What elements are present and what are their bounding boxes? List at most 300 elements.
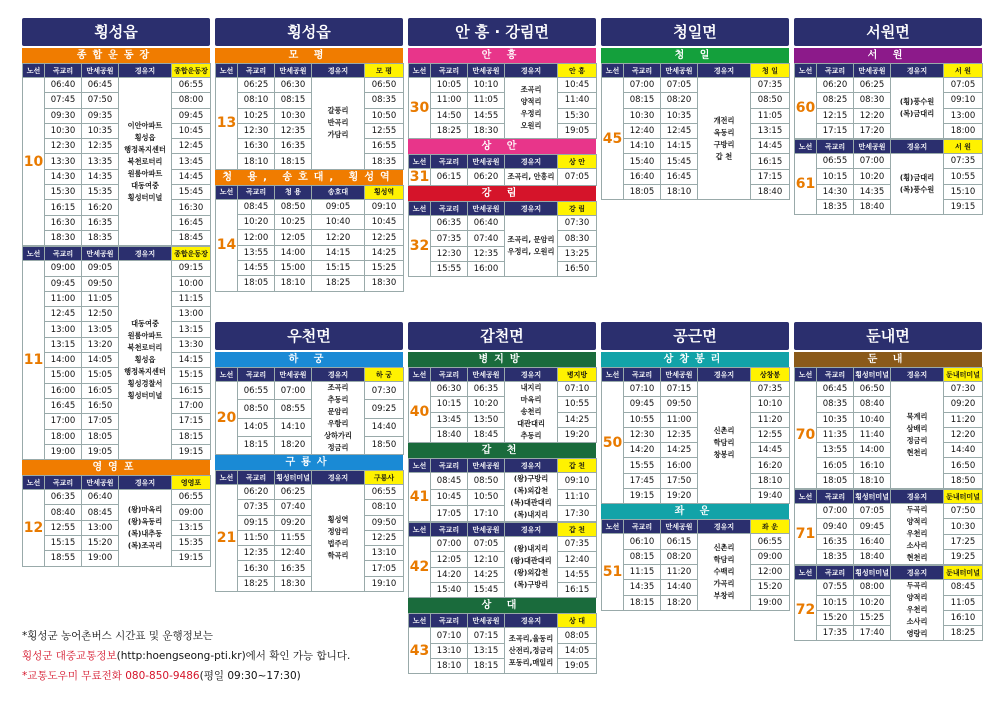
time-cell: 10:35 — [661, 108, 698, 123]
header-row — [409, 64, 597, 78]
column-header: 경유지 — [891, 140, 944, 154]
time-cell: 19:00 — [82, 551, 119, 566]
time-cell: 08:45 — [82, 505, 119, 520]
time-cell: 07:55 — [817, 580, 854, 595]
time-cell: 08:50 — [238, 400, 275, 418]
column-header: 노선 — [602, 64, 624, 78]
time-cell: 06:40 — [82, 490, 119, 505]
via-stops: (왕)마옥리 (왕)옥동리 (복)내추동 (복)조곡리 — [119, 490, 172, 566]
column-header: 곡교리 — [238, 64, 275, 78]
via-stops: 조곡리 양적리 우정리 오원리 — [505, 78, 558, 139]
section-banner: 병지방 — [408, 352, 596, 367]
column-header: 경유지 — [312, 64, 365, 78]
time-cell: 12:55 — [45, 520, 82, 535]
time-cell: 06:30 — [275, 78, 312, 93]
column-header: 만세공원 — [661, 368, 698, 382]
column-header: 곡교리 — [431, 64, 468, 78]
table-row — [795, 154, 983, 169]
region-block — [794, 322, 982, 641]
time-cell: 15:25 — [365, 260, 404, 275]
timetable — [215, 470, 404, 592]
table-row — [409, 583, 597, 598]
route-section — [215, 352, 403, 455]
time-cell: 12:25 — [365, 230, 404, 245]
time-cell: 18:15 — [468, 658, 505, 673]
time-cell: 06:45 — [82, 78, 119, 93]
time-cell: 17:00 — [172, 398, 211, 413]
table-row — [23, 139, 211, 154]
time-cell: 13:45 — [431, 412, 468, 427]
column-header: 경유지 — [505, 155, 558, 169]
table-row — [409, 108, 597, 123]
table-row — [23, 169, 211, 184]
time-cell: 09:20 — [275, 515, 312, 530]
column-header: 만세공원 — [468, 155, 505, 169]
column-header: 상창봉 — [751, 368, 790, 382]
time-cell: 15:45 — [468, 583, 505, 598]
table-row — [602, 443, 790, 458]
time-cell: 06:55 — [238, 382, 275, 400]
time-cell: 18:25 — [944, 626, 983, 641]
time-cell: 15:30 — [558, 108, 597, 123]
time-cell: 07:05 — [558, 169, 597, 186]
column-header: 경유지 — [505, 368, 558, 382]
time-cell: 09:45 — [172, 108, 211, 123]
column-header: 경유지 — [891, 64, 944, 78]
column-header: 하 궁 — [365, 368, 404, 382]
time-cell: 16:55 — [365, 139, 404, 154]
column-header: 노선 — [409, 64, 431, 78]
column-header: 곡교리 — [817, 566, 854, 580]
time-cell: 16:10 — [944, 610, 983, 625]
time-cell: 08:45 — [238, 199, 275, 214]
time-cell: 11:05 — [751, 108, 790, 123]
time-cell: 10:50 — [468, 489, 505, 505]
time-cell: 06:55 — [365, 485, 404, 500]
time-cell: 09:10 — [365, 199, 404, 214]
timetable — [408, 613, 597, 674]
column-header: 만세공원 — [854, 140, 891, 154]
time-cell: 07:30 — [944, 382, 983, 397]
time-cell: 14:35 — [854, 184, 891, 199]
table-row — [23, 536, 211, 551]
column-header: 청 일 — [751, 64, 790, 78]
column-header: 둔내터미널 — [944, 566, 983, 580]
table-row — [795, 169, 983, 184]
table-row — [602, 489, 790, 504]
table-row — [409, 382, 597, 397]
time-cell: 18:10 — [854, 473, 891, 488]
via-stops: (횡)풍수원 (복)금대리 — [891, 78, 944, 139]
route-number: 51 — [602, 534, 624, 610]
time-cell: 16:00 — [661, 458, 698, 473]
time-cell: 07:05 — [944, 78, 983, 93]
table-row — [409, 643, 597, 658]
route-number: 45 — [602, 78, 624, 200]
via-stops: 이안아파트 횡성읍 행정복지센터 북천로터리 원룸아파트 대동여중 횡성터미널 — [119, 78, 172, 246]
time-cell: 11:05 — [82, 291, 119, 306]
time-cell: 09:50 — [365, 515, 404, 530]
time-cell: 08:00 — [854, 580, 891, 595]
header-row — [23, 476, 211, 490]
table-row — [23, 291, 211, 306]
table-row — [23, 200, 211, 215]
time-cell: 07:05 — [661, 78, 698, 93]
table-row — [795, 184, 983, 199]
table-row — [795, 626, 983, 641]
time-cell: 16:35 — [275, 139, 312, 154]
column-header: 종합운동장 — [172, 64, 211, 78]
table-row — [216, 418, 404, 436]
time-cell: 15:00 — [45, 368, 82, 383]
column-header: 노선 — [795, 140, 817, 154]
table-row — [23, 307, 211, 322]
time-cell: 07:50 — [944, 504, 983, 519]
time-cell: 12:20 — [854, 108, 891, 123]
time-cell: 18:35 — [82, 230, 119, 245]
table-row — [602, 382, 790, 397]
timetable — [794, 565, 983, 641]
route-section — [794, 565, 982, 641]
time-cell: 10:25 — [275, 215, 312, 230]
route-number: 32 — [409, 216, 431, 277]
column-header: 모 평 — [365, 64, 404, 78]
route-section — [794, 352, 982, 489]
time-cell: 17:15 — [751, 169, 790, 184]
table-row — [409, 169, 597, 186]
time-cell: 15:55 — [431, 262, 468, 277]
column-header: 곡교리 — [817, 490, 854, 504]
time-cell: 06:15 — [431, 169, 468, 186]
table-row — [23, 93, 211, 108]
time-cell: 18:55 — [45, 551, 82, 566]
hotline-text[interactable]: 교통도우미 무료전화 080-850-9486 — [27, 670, 200, 682]
time-cell: 15:20 — [751, 580, 790, 595]
time-cell: 11:35 — [817, 427, 854, 442]
column-header: 노선 — [409, 368, 431, 382]
route-section — [601, 48, 789, 200]
table-row — [795, 549, 983, 564]
time-cell: 18:40 — [431, 427, 468, 442]
table-row — [602, 549, 790, 564]
column-header: 노선 — [409, 459, 431, 473]
time-cell: 18:30 — [468, 123, 505, 138]
via-stops: 두곡리 양적리 우천리 소사리 현천리 — [891, 504, 944, 565]
time-cell: 10:05 — [431, 78, 468, 93]
time-cell: 16:45 — [45, 398, 82, 413]
table-row — [795, 93, 983, 108]
route-number: 43 — [409, 628, 431, 674]
region-title: 횡성읍 — [22, 18, 210, 46]
table-row — [795, 519, 983, 534]
timetable — [408, 154, 597, 186]
column-header: 곡교리 — [431, 459, 468, 473]
column-header: 횡성터미널 — [275, 471, 312, 485]
timetable — [22, 63, 211, 246]
time-cell: 19:00 — [751, 595, 790, 610]
timetable — [408, 201, 597, 277]
time-cell: 14:00 — [275, 245, 312, 260]
time-cell: 14:25 — [558, 412, 597, 427]
time-cell: 10:10 — [468, 78, 505, 93]
route-section — [22, 48, 210, 246]
column-header: 경유지 — [505, 64, 558, 78]
time-cell: 06:20 — [238, 485, 275, 500]
time-cell: 07:40 — [275, 500, 312, 515]
table-row — [409, 412, 597, 427]
route-number: 13 — [216, 78, 238, 170]
table-row — [602, 473, 790, 488]
time-cell: 17:50 — [661, 473, 698, 488]
header-row — [409, 155, 597, 169]
time-cell: 17:05 — [365, 561, 404, 576]
time-cell: 17:15 — [172, 414, 211, 429]
time-cell: 07:35 — [944, 154, 983, 169]
column-header: 노선 — [23, 476, 45, 490]
column-header: 곡교리 — [431, 368, 468, 382]
table-row — [795, 504, 983, 519]
time-cell: 19:00 — [45, 444, 82, 459]
column-header: 경유지 — [891, 490, 944, 504]
table-row — [216, 123, 404, 138]
time-cell: 07:10 — [431, 628, 468, 643]
time-cell: 07:35 — [238, 500, 275, 515]
time-cell: 09:00 — [172, 505, 211, 520]
time-cell: 16:40 — [854, 534, 891, 549]
timetable — [601, 63, 790, 200]
table-row — [409, 397, 597, 412]
region-title: 둔내면 — [794, 322, 982, 350]
time-cell: 09:15 — [238, 515, 275, 530]
time-cell: 12:30 — [624, 427, 661, 442]
time-cell: 13:30 — [172, 337, 211, 352]
table-row — [409, 231, 597, 246]
table-row — [795, 443, 983, 458]
via-stops: 대동여중 원룸아파트 북천로터리 횡성읍 행정복지센터 횡성경찰서 횡성터미널 — [119, 261, 172, 460]
via-stops: 갈풍리 반곡리 가담리 — [312, 78, 365, 170]
column-header: 노선 — [795, 566, 817, 580]
column-header: 곡교리 — [624, 368, 661, 382]
header-row — [216, 185, 404, 199]
time-cell: 06:20 — [468, 169, 505, 186]
note-line-2-rest: (http:hoengseong-pti.kr)에서 확인 가능 합니다. — [116, 650, 351, 662]
time-cell: 06:45 — [817, 382, 854, 397]
column-header: 종합운동장 — [172, 247, 211, 261]
time-cell: 07:45 — [45, 93, 82, 108]
time-cell: 18:35 — [817, 549, 854, 564]
time-cell: 10:45 — [172, 123, 211, 138]
time-cell: 16:05 — [82, 383, 119, 398]
time-cell: 12:35 — [468, 246, 505, 261]
time-cell: 18:05 — [82, 429, 119, 444]
header-row — [795, 490, 983, 504]
time-cell: 07:15 — [661, 382, 698, 397]
time-cell: 19:05 — [82, 444, 119, 459]
time-cell: 14:45 — [172, 169, 211, 184]
section-banner: 갑 천 — [408, 443, 596, 458]
time-cell: 08:20 — [661, 549, 698, 564]
note-line-2 — [22, 646, 350, 666]
time-cell: 15:40 — [431, 583, 468, 598]
column-header: 서 원 — [944, 140, 983, 154]
table-row — [795, 78, 983, 93]
time-cell: 12:30 — [45, 139, 82, 154]
time-cell: 06:40 — [45, 78, 82, 93]
time-cell: 12:05 — [275, 230, 312, 245]
column-header: 경유지 — [505, 459, 558, 473]
time-cell: 18:15 — [172, 429, 211, 444]
table-row — [216, 154, 404, 169]
time-cell: 13:30 — [45, 154, 82, 169]
time-cell: 18:30 — [275, 576, 312, 591]
time-cell: 11:10 — [558, 489, 597, 505]
time-cell: 14:30 — [817, 184, 854, 199]
time-cell: 15:45 — [172, 185, 211, 200]
time-cell: 11:15 — [624, 564, 661, 579]
time-cell: 15:35 — [172, 536, 211, 551]
time-cell: 18:50 — [944, 473, 983, 488]
time-cell: 10:15 — [817, 169, 854, 184]
table-row — [409, 628, 597, 643]
column-header: 곡교리 — [238, 471, 275, 485]
column-header: 횡성역 — [365, 185, 404, 199]
table-row — [409, 567, 597, 582]
table-row — [216, 215, 404, 230]
timetable — [215, 63, 404, 170]
time-cell: 08:25 — [817, 93, 854, 108]
time-cell: 13:00 — [944, 108, 983, 123]
timetable — [794, 139, 983, 215]
column-header: 좌 운 — [751, 520, 790, 534]
column-header: 노선 — [409, 155, 431, 169]
time-cell: 16:35 — [817, 534, 854, 549]
table-row — [216, 515, 404, 530]
via-stops: 조곡리, 안흥리 — [505, 169, 558, 186]
table-row — [409, 427, 597, 442]
section-banner: 하 궁 — [215, 352, 403, 367]
region-title: 서원면 — [794, 18, 982, 46]
time-cell: 08:05 — [558, 628, 597, 643]
time-cell: 17:05 — [82, 414, 119, 429]
header-row — [795, 140, 983, 154]
table-row — [602, 93, 790, 108]
time-cell: 11:50 — [238, 530, 275, 545]
time-cell: 16:30 — [238, 561, 275, 576]
table-row — [602, 169, 790, 184]
table-row — [23, 78, 211, 93]
route-section — [408, 598, 596, 674]
time-cell: 09:20 — [944, 397, 983, 412]
time-cell: 07:10 — [558, 382, 597, 397]
time-cell: 16:35 — [275, 561, 312, 576]
header-row — [795, 566, 983, 580]
time-cell: 17:35 — [817, 626, 854, 641]
table-row — [602, 78, 790, 93]
time-cell: 14:40 — [365, 418, 404, 436]
time-cell: 10:15 — [817, 595, 854, 610]
column-header: 경유지 — [312, 471, 365, 485]
column-header: 만세공원 — [82, 247, 119, 261]
route-section — [794, 139, 982, 215]
time-cell: 16:20 — [751, 458, 790, 473]
route-number: 72 — [795, 580, 817, 641]
route-number: 70 — [795, 382, 817, 489]
section-banner: 청 용, 송호대, 횡성역 — [215, 170, 403, 185]
column-header: 만세공원 — [661, 64, 698, 78]
section-banner: 상 대 — [408, 598, 596, 613]
time-cell: 10:40 — [312, 215, 365, 230]
time-cell: 14:45 — [751, 139, 790, 154]
table-row — [216, 485, 404, 500]
section-banner: 서 원 — [794, 48, 982, 63]
table-row — [23, 185, 211, 200]
time-cell: 10:30 — [275, 108, 312, 123]
time-cell: 10:00 — [172, 276, 211, 291]
time-cell: 08:15 — [275, 93, 312, 108]
time-cell: 16:00 — [468, 262, 505, 277]
route-section — [408, 352, 596, 443]
time-cell: 12:10 — [468, 552, 505, 567]
column-header: 노선 — [602, 368, 624, 382]
time-cell: 16:20 — [82, 200, 119, 215]
column-header: 경유지 — [891, 368, 944, 382]
column-header: 곡교리 — [624, 520, 661, 534]
time-cell: 17:15 — [817, 123, 854, 138]
time-cell: 09:35 — [82, 108, 119, 123]
time-cell: 18:45 — [468, 427, 505, 442]
time-cell: 07:35 — [751, 78, 790, 93]
time-cell: 14:15 — [312, 245, 365, 260]
time-cell: 10:45 — [431, 489, 468, 505]
header-row — [602, 368, 790, 382]
column-header: 만세공원 — [854, 64, 891, 78]
column-header: 만세공원 — [468, 614, 505, 628]
table-row — [795, 382, 983, 397]
time-cell: 10:35 — [82, 123, 119, 138]
time-cell: 15:30 — [45, 185, 82, 200]
route-number: 10 — [23, 78, 45, 246]
column-header: 곡교리 — [431, 614, 468, 628]
note-link-text[interactable]: 횡성군 대중교통정보 — [22, 650, 117, 662]
time-cell: 15:15 — [45, 536, 82, 551]
time-cell: 15:55 — [624, 458, 661, 473]
column-header: 송호대 — [312, 185, 365, 199]
column-header: 만세공원 — [82, 64, 119, 78]
section-banner: 안 흥 — [408, 48, 596, 63]
route-section — [215, 455, 403, 592]
time-cell: 12:30 — [431, 246, 468, 261]
time-cell: 08:20 — [661, 93, 698, 108]
timetable — [601, 519, 790, 610]
time-cell: 06:25 — [854, 78, 891, 93]
column-header: 경유지 — [505, 523, 558, 537]
column-header: 만세공원 — [661, 520, 698, 534]
time-cell: 06:50 — [365, 78, 404, 93]
region-block — [601, 322, 789, 611]
time-cell: 13:00 — [172, 307, 211, 322]
time-cell: 08:50 — [275, 199, 312, 214]
time-cell: 18:50 — [365, 436, 404, 454]
column-header: 경유지 — [312, 368, 365, 382]
column-header: 갑 천 — [558, 523, 597, 537]
time-cell: 14:35 — [624, 580, 661, 595]
timetable — [794, 489, 983, 565]
time-cell: 17:40 — [854, 626, 891, 641]
region-block — [408, 322, 596, 674]
column-header: 노선 — [409, 202, 431, 216]
header-row — [409, 202, 597, 216]
table-row — [602, 108, 790, 123]
